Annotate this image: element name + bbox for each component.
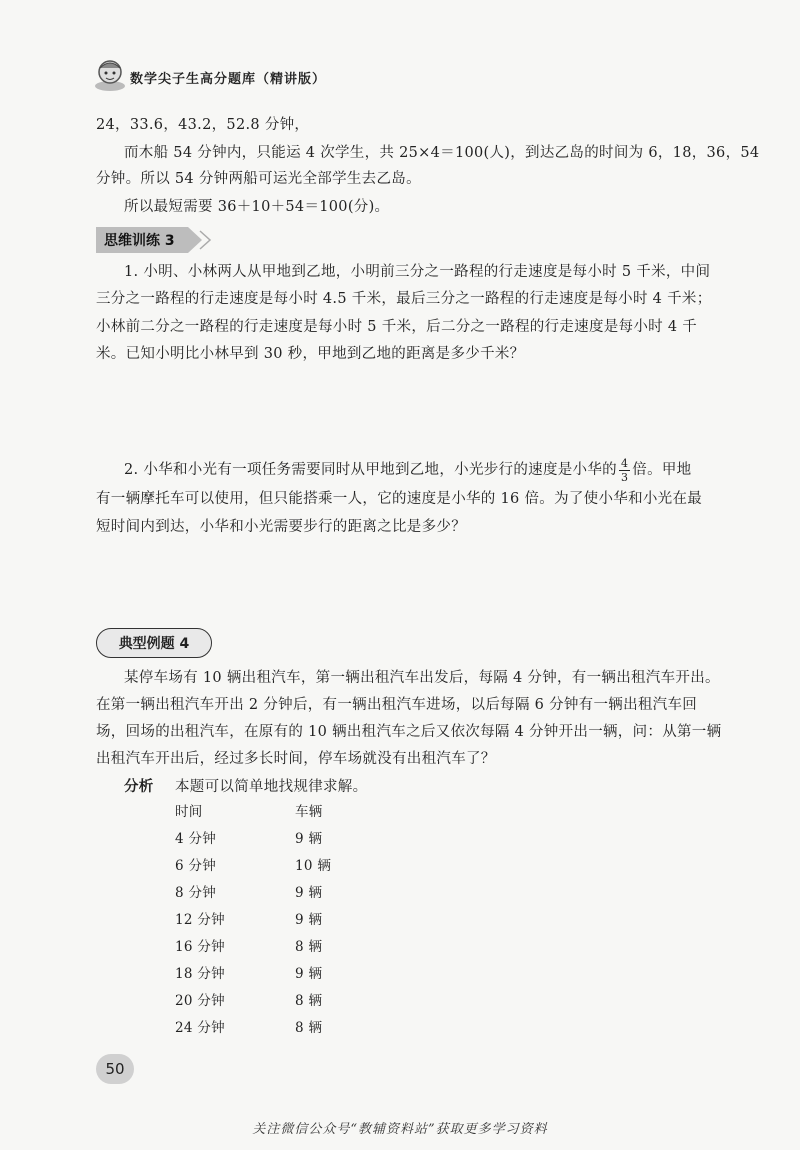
question-2-text: 倍。甲地 (632, 462, 692, 479)
question-1-line: 1. 小明、小林两人从甲地到乙地，小明前三分之一路程的行走速度是每小时 5 千米，中间 (124, 264, 711, 280)
page-number: 50 (96, 1054, 134, 1084)
table-cell-cars: 9 辆 (295, 912, 323, 928)
question-1-line: 三分之一路程的行走速度是每小时 4.5 千米，最后三分之一路程的行走速度是每小时 4 千米； (96, 291, 712, 307)
analysis-label: 分析 (124, 779, 154, 795)
analysis-text: 本题可以简单地找规律求解。 (175, 779, 368, 795)
table-cell-time: 8 分钟 (175, 885, 217, 901)
question-2-line (124, 458, 691, 483)
solution-line: 24，33.6，43.2，52.8 分钟， (96, 117, 310, 133)
table-cell-time: 12 分钟 (175, 912, 225, 928)
example-line: 在第一辆出租汽车开出 2 分钟后，有一辆出租汽车进场，以后每隔 6 分钟有一辆出租汽车回 (96, 697, 698, 713)
question-1-line: 小林前二分之一路程的行走速度是每小时 5 千米，后二分之一路程的行走速度是每小时 4 千 (96, 319, 698, 335)
table-cell-time: 16 分钟 (175, 939, 225, 955)
example-section-label: 典型例题 4 (96, 628, 212, 658)
chevron-right-icon (198, 230, 212, 250)
question-2-line: 短时间内到达，小华和小光需要步行的距离之比是多少？ (96, 519, 466, 535)
table-cell-time: 24 分钟 (175, 1020, 225, 1036)
example-line: 场，回场的出租汽车，在原有的 10 辆出租汽车之后又依次每隔 4 分钟开出一辆，问：从第一辆 (96, 724, 722, 740)
table-cell-time: 6 分钟 (175, 858, 217, 874)
solution-line: 分钟。所以 54 分钟两船可运光全部学生去乙岛。 (96, 171, 421, 187)
training-section-label: 思维训练 3 (96, 227, 188, 253)
fraction-numerator: 4 (620, 457, 629, 470)
table-cell-cars: 8 辆 (295, 1020, 323, 1036)
example-line: 出租汽车开出后，经过多长时间，停车场就没有出租汽车了？ (96, 751, 496, 767)
table-header-time: 时间 (175, 804, 203, 820)
footer-note: 关注微信公众号“教辅资料站”获取更多学习资料 (252, 1122, 548, 1137)
book-title: 数学尖子生高分题库（精讲版） (130, 72, 327, 87)
table-header-cars: 车辆 (295, 804, 323, 820)
mascot-logo-icon (92, 56, 128, 92)
fraction (619, 458, 630, 483)
example-line: 某停车场有 10 辆出租汽车，第一辆出租汽车出发后，每隔 4 分钟，有一辆出租汽车开出。 (124, 670, 720, 686)
table-cell-cars: 8 辆 (295, 939, 323, 955)
table-cell-cars: 9 辆 (295, 885, 323, 901)
question-2-text: 2. 小华和小光有一项任务需要同时从甲地到乙地，小光步行的速度是小华的 (124, 462, 617, 479)
question-2-line: 有一辆摩托车可以使用，但只能搭乘一人，它的速度是小华的 16 倍。为了使小华和小光在最 (96, 491, 703, 507)
table-cell-cars: 9 辆 (295, 831, 323, 847)
solution-line: 所以最短需要 36＋10＋54＝100(分)。 (124, 199, 390, 215)
table-cell-cars: 8 辆 (295, 993, 323, 1009)
question-1-line: 米。已知小明比小林早到 30 秒，甲地到乙地的距离是多少千米？ (96, 346, 525, 362)
table-cell-time: 18 分钟 (175, 966, 225, 982)
solution-line: 而木船 54 分钟内，只能运 4 次学生，共 25×4＝100(人)，到达乙岛的时间为 6，18，36，54 (124, 145, 760, 161)
table-cell-cars: 10 辆 (295, 858, 332, 874)
fraction-denominator: 3 (620, 471, 629, 484)
table-cell-cars: 9 辆 (295, 966, 323, 982)
table-cell-time: 4 分钟 (175, 831, 217, 847)
table-cell-time: 20 分钟 (175, 993, 225, 1009)
